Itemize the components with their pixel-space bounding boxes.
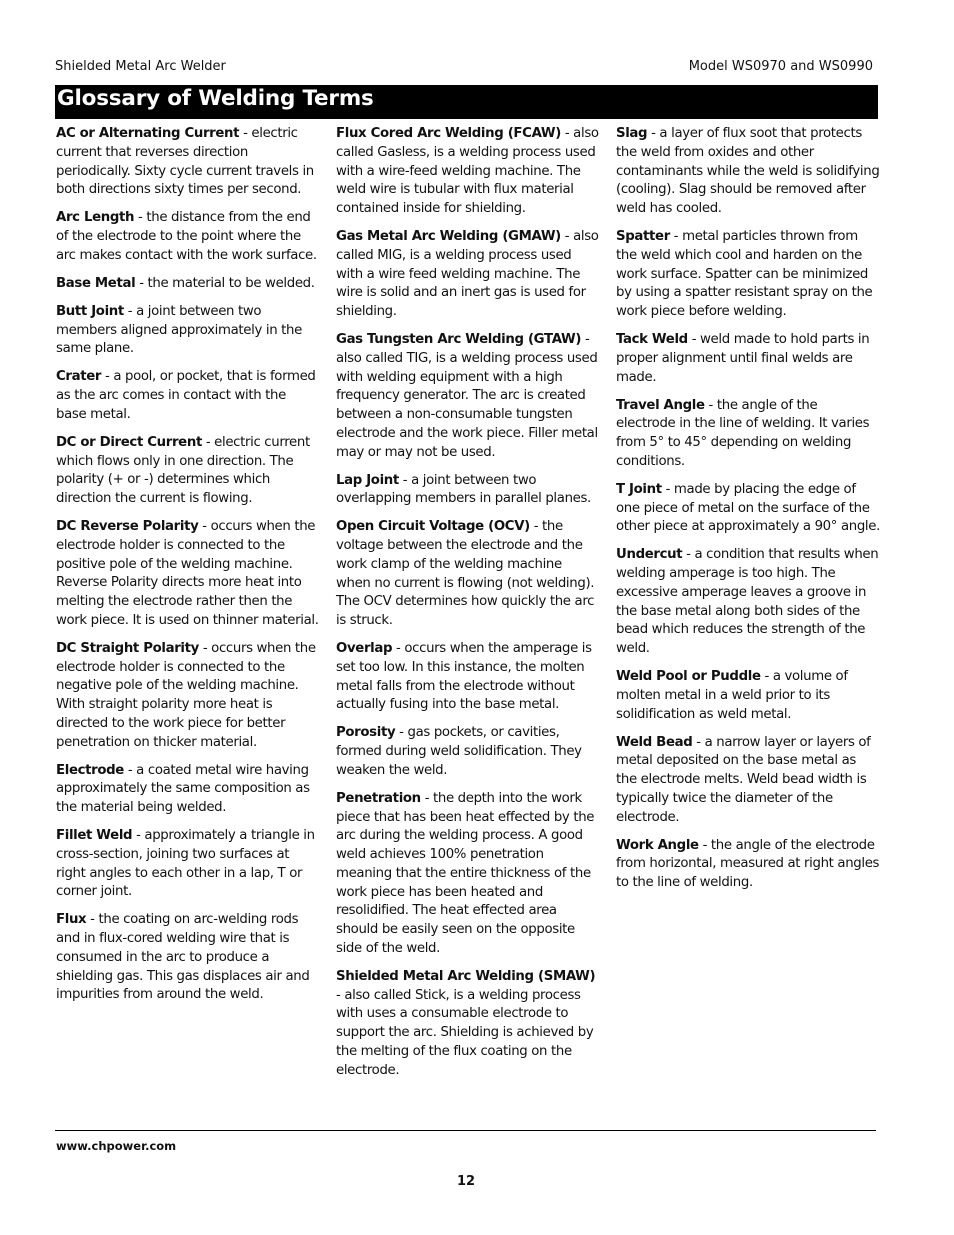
glossary-definition: - also called Gasless, is a welding process used with a wire-feed welding machine. The weld wire is tubular with flux material contained inside for shielding. bbox=[336, 126, 599, 216]
glossary-term: Fillet Weld bbox=[56, 828, 133, 843]
glossary-term: DC Straight Polarity bbox=[56, 640, 199, 656]
glossary-entry bbox=[56, 368, 320, 424]
glossary-term: Flux bbox=[56, 912, 87, 928]
glossary-entry bbox=[336, 640, 600, 715]
glossary-entry bbox=[336, 790, 600, 959]
glossary-term: Lap Joint bbox=[336, 472, 399, 488]
glossary-entry bbox=[616, 734, 880, 828]
glossary-definition: - a pool, or pocket, that is formed as the arc comes in contact with the base metal. bbox=[56, 369, 316, 422]
glossary-column-2 bbox=[336, 125, 600, 1090]
glossary-entry bbox=[336, 518, 600, 631]
glossary-definition: - a volume of molten metal in a weld prior to its solidification as weld metal. bbox=[616, 669, 848, 722]
glossary-term: Electrode bbox=[56, 762, 124, 778]
glossary-definition: - made by placing the edge of one piece of metal on the surface of the other piece at approximately a 90° angle. bbox=[616, 481, 880, 535]
glossary-definition: - a joint between two members aligned approximately in the same plane. bbox=[56, 303, 302, 357]
glossary-entry bbox=[336, 228, 600, 322]
footer-divider bbox=[55, 1130, 876, 1131]
glossary-term: Base Metal bbox=[56, 275, 136, 291]
glossary-definition: - also called Stick, is a welding process with uses a consumable electrode to support the arc. Shielding is achieved by the melting of the flux coating on the electrode. bbox=[336, 987, 594, 1078]
glossary-term: Work Angle bbox=[616, 837, 699, 853]
glossary-entry bbox=[56, 911, 320, 1005]
glossary-column-1 bbox=[56, 125, 320, 1014]
glossary-entry bbox=[616, 546, 880, 659]
glossary-definition: - the voltage between the electrode and the work clamp of the welding machine when no current is flowing (not welding). The OCV determines how quickly the arc is struck. bbox=[336, 519, 595, 628]
glossary-term: Tack Weld bbox=[616, 332, 688, 347]
glossary-definition: - occurs when the amperage is set too low. In this instance, the molten metal falls from the electrode without actually fusing into the base metal. bbox=[336, 641, 592, 713]
title-bar bbox=[55, 85, 878, 119]
glossary-entry bbox=[616, 331, 880, 387]
glossary-definition: - a narrow layer or layers of metal deposited on the base metal as the electrode melts. Weld bead width is typically twice the diameter of the electrode. bbox=[616, 734, 871, 825]
glossary-entry bbox=[336, 724, 600, 780]
glossary-term: Spatter bbox=[616, 229, 670, 244]
header-model-number: Model WS0970 and WS0990 bbox=[688, 59, 873, 74]
glossary-entry bbox=[56, 762, 320, 818]
glossary-definition: - metal particles thrown from the weld which cool and harden on the work surface. Spatter can be minimized by using a spatter resistant spray on the work piece before welding. bbox=[616, 229, 873, 319]
glossary-definition: - electric current that reverses direction periodically. Sixty cycle current travels in both directions sixty times per second. bbox=[56, 126, 314, 198]
glossary-definition: - the angle of the electrode from horizontal, measured at right angles to the line of welding. bbox=[616, 837, 880, 890]
glossary-term: DC or Direct Current bbox=[56, 434, 202, 450]
glossary-term: Arc Length bbox=[56, 210, 135, 226]
glossary-definition: - also called TIG, is a welding process used with welding equipment with a high frequency generator. The arc is created between a non-consumable tungsten electrode and the work piece. Filler metal may or may not be used. bbox=[336, 332, 598, 460]
glossary-entry bbox=[336, 968, 600, 1081]
glossary-definition: - the depth into the work piece that has been heat effected by the arc during the welding process. A good weld achieves 100% penetration meaning that the entire thickness of the work piece has been heated and resolidified. The heat effected area should be easily seen on the opposite side of the weld. bbox=[336, 790, 595, 956]
page-number: 12 bbox=[456, 1174, 476, 1189]
glossary-term: Gas Metal Arc Welding (GMAW) bbox=[336, 229, 561, 244]
glossary-term: Butt Joint bbox=[56, 303, 124, 319]
glossary-definition: - occurs when the electrode holder is connected to the negative pole of the welding machine. With straight polarity more heat is directed to the work piece for better penetration on thicker material. bbox=[56, 640, 316, 750]
glossary-entry bbox=[56, 640, 320, 753]
glossary-entry bbox=[616, 397, 880, 472]
glossary-term: T Joint bbox=[616, 481, 662, 497]
glossary-entry bbox=[336, 125, 600, 219]
glossary-term: Flux Cored Arc Welding (FCAW) bbox=[336, 126, 561, 141]
glossary-entry bbox=[616, 668, 880, 724]
glossary-column-3 bbox=[616, 125, 880, 902]
glossary-term: Crater bbox=[56, 369, 102, 385]
glossary-term: Undercut bbox=[616, 547, 683, 563]
glossary-entry bbox=[56, 125, 320, 200]
glossary-entry bbox=[616, 228, 880, 322]
glossary-definition: - electric current which flows only in one direction. The polarity (+ or -) determines which direction the current is flowing. bbox=[56, 434, 310, 506]
glossary-entry bbox=[56, 303, 320, 359]
page-title: Glossary of Welding Terms bbox=[57, 86, 374, 111]
page-header bbox=[55, 59, 876, 77]
glossary-term: Gas Tungsten Arc Welding (GTAW) bbox=[336, 332, 582, 347]
glossary-definition: - the angle of the electrode in the line of welding. It varies from 5° to 45° depending on welding conditions. bbox=[616, 397, 870, 469]
glossary-definition: - the material to be welded. bbox=[135, 275, 315, 291]
glossary-term: Shielded Metal Arc Welding (SMAW) bbox=[336, 968, 596, 984]
glossary-definition: - the distance from the end of the electrode to the point where the arc makes contact with the work surface. bbox=[56, 210, 317, 263]
glossary-term: AC or Alternating Current bbox=[56, 126, 240, 141]
glossary-entry bbox=[336, 331, 600, 462]
glossary-definition: - a condition that results when welding amperage is too high. The excessive amperage leaves a groove in the base metal along both sides of the bead which reduces the strength of the weld. bbox=[616, 547, 879, 656]
glossary-term: Weld Bead bbox=[616, 734, 693, 750]
glossary-entry bbox=[56, 209, 320, 265]
header-product-name: Shielded Metal Arc Welder bbox=[55, 59, 226, 74]
glossary-entry bbox=[616, 837, 880, 893]
glossary-definition: - approximately a triangle in cross-section, joining two surfaces at right angles to each other in a lap, T or corner joint. bbox=[56, 828, 315, 900]
glossary-entry bbox=[56, 275, 320, 294]
glossary-entry bbox=[336, 472, 600, 510]
glossary-term: Slag bbox=[616, 126, 648, 141]
glossary-entry bbox=[616, 481, 880, 537]
glossary-term: Penetration bbox=[336, 790, 421, 806]
glossary-definition: - occurs when the electrode holder is connected to the positive pole of the welding machine. Reverse Polarity directs more heat into melting the electrode rather then the work piece. It is used on thinner material. bbox=[56, 519, 319, 628]
glossary-definition: - gas pockets, or cavities, formed during weld solidification. They weaken the weld. bbox=[336, 725, 582, 778]
footer-url: www.chpower.com bbox=[56, 1139, 177, 1153]
glossary-term: Open Circuit Voltage (OCV) bbox=[336, 519, 530, 535]
glossary-entry bbox=[56, 434, 320, 509]
glossary-term: Porosity bbox=[336, 725, 396, 741]
glossary-definition: - also called MIG, is a welding process used with a wire feed welding machine. The wire is solid and an inert gas is used for shielding. bbox=[336, 229, 599, 319]
glossary-entry bbox=[56, 518, 320, 631]
glossary-term: Weld Pool or Puddle bbox=[616, 669, 761, 684]
glossary-term: DC Reverse Polarity bbox=[56, 519, 199, 534]
glossary-definition: - the coating on arc-welding rods and in flux-cored welding wire that is consumed in the arc to produce a shielding gas. This gas displaces air and impurities from around the weld. bbox=[56, 912, 310, 1003]
glossary-term: Travel Angle bbox=[616, 397, 705, 413]
glossary-entry bbox=[56, 827, 320, 902]
glossary-definition: - weld made to hold parts in proper alignment until final welds are made. bbox=[616, 332, 870, 385]
glossary-definition: - a layer of flux soot that protects the weld from oxides and other contaminants while the weld is solidifying (cooling). Slag should be removed after weld has cooled. bbox=[616, 126, 880, 216]
glossary-definition: - a coated metal wire having approximately the same composition as the material being welded. bbox=[56, 762, 310, 815]
glossary-definition: - a joint between two overlapping members in parallel planes. bbox=[336, 472, 591, 507]
glossary-term: Overlap bbox=[336, 641, 393, 656]
glossary-entry bbox=[616, 125, 880, 219]
